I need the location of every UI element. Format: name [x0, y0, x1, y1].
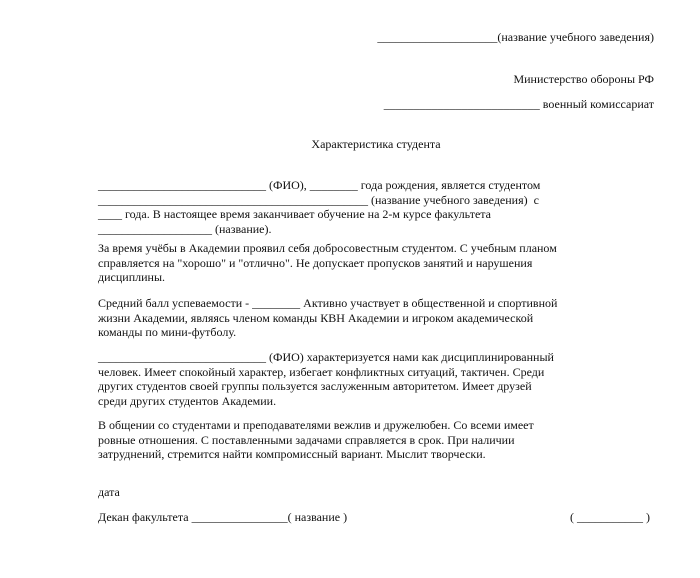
- institution-line: ____________________(название учебного заведения): [377, 30, 654, 44]
- date-label: дата: [98, 485, 120, 499]
- paragraph-communication: [98, 418, 650, 462]
- paragraph-line: ____ года. В настоящее время заканчивает обучение на 2-м курсе факультета: [98, 207, 491, 221]
- ministry-line: Министерство обороны РФ: [513, 72, 654, 86]
- paragraph-studies: [98, 241, 650, 285]
- paragraph-line: жизни Академии, являясь членом команды КВН Академии и игроком академической: [98, 310, 534, 325]
- document-title: Характеристика студента: [311, 137, 441, 151]
- paragraph-line: среди других студентов Академии.: [98, 393, 277, 408]
- dean-signature-line: Декан факультета ________________( название ): [98, 510, 348, 524]
- paragraph-line: Средний балл успеваемости - ________ Активно участвует в общественной и спортивной: [98, 296, 558, 310]
- paragraph-line: человек. Имеет спокойный характер, избегает конфликтных ситуаций, тактичен. Среди: [98, 364, 545, 379]
- paragraph-line: справляется на "хорошо" и "отлично". Не допускает пропусков занятий и нарушения: [98, 255, 533, 270]
- paragraph-activity: [98, 296, 650, 340]
- paragraph-line: ровные отношения. С поставленными задачами справляется в срок. При наличии: [98, 432, 515, 447]
- paragraph-intro: [98, 178, 650, 236]
- paragraph-line: В общении со студентами и преподавателями вежлив и дружелюбен. Со всеми имеет: [98, 418, 534, 432]
- paragraph-line: дисциплины.: [98, 270, 166, 284]
- paragraph-character: [98, 350, 650, 408]
- paragraph-line: команды по мини-футболу.: [98, 325, 237, 339]
- paragraph-line: ____________________________ (ФИО) характеризуется нами как дисциплинированный: [98, 350, 554, 364]
- paragraph-line: затруднений, стремится найти компромиссный вариант. Мыслит творчески.: [98, 447, 486, 461]
- commissariat-line: __________________________ военный комиссариат: [383, 97, 654, 111]
- paragraph-line: За время учёбы в Академии проявил себя добросовестным студентом. С учебным планом: [98, 241, 557, 255]
- paragraph-line: ___________________ (название).: [98, 221, 272, 236]
- signature-field: ( ___________ ): [570, 510, 650, 524]
- paragraph-line: других студентов своей группы пользуется заслуженным авторитетом. Имеет друзей: [98, 379, 532, 393]
- paragraph-line: _____________________________________________ (название учебного заведения) с: [98, 192, 539, 207]
- paragraph-line: ____________________________ (ФИО), ________ года рождения, является студентом: [98, 178, 541, 192]
